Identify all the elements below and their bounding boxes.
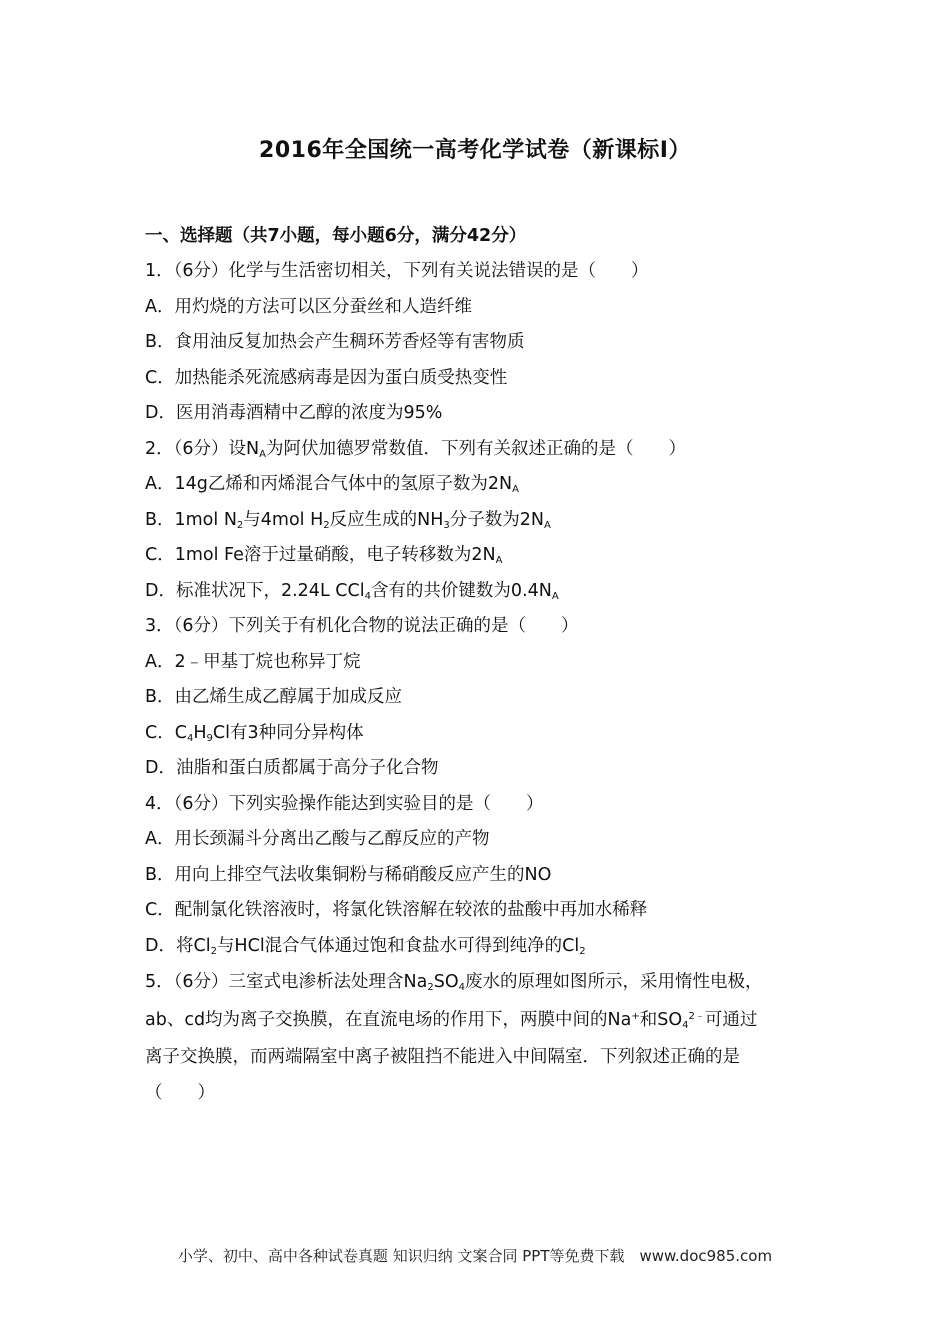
subscript: 2	[579, 946, 586, 957]
superscript: +	[631, 1011, 640, 1022]
question-5-line-3: 离子交换膜，而两端隔室中离子被阻挡不能进入中间隔室．下列叙述正确的是	[145, 1047, 740, 1067]
question-2-option-c	[145, 541, 502, 566]
subscript: 2	[236, 520, 244, 531]
subscript: A	[259, 449, 266, 460]
question-1-option-b: B．食用油反复加热会产生稠环芳香烃等有害物质	[145, 332, 525, 352]
question-1-option-d: D．医用消毒酒精中乙醇的浓度为95%	[145, 403, 443, 423]
stem-text: 和SO	[639, 1010, 683, 1030]
section-heading: 一、选择题（共7小题，每小题6分，满分42分）	[145, 226, 527, 246]
question-3-option-d: D．油脂和蛋白质都属于高分子化合物	[145, 758, 439, 778]
question-4-stem: 4．（6分）下列实验操作能达到实验目的是（ ）	[145, 794, 544, 814]
superscript: 2﹣	[688, 1011, 705, 1022]
question-4-option-c: C．配制氯化铁溶液时，将氯化铁溶解在较浓的盐酸中再加水稀释	[145, 900, 648, 920]
question-1-option-c: C．加热能杀死流感病毒是因为蛋白质受热变性	[145, 368, 508, 388]
subscript: A	[551, 591, 559, 602]
question-4-option-d	[145, 932, 586, 957]
subscript: 9	[206, 733, 213, 744]
question-4-option-a: A．用长颈漏斗分离出乙酸与乙醇反应的产物	[145, 829, 490, 849]
question-2-option-a	[145, 470, 519, 495]
subscript: 4	[364, 591, 371, 602]
option-text: Cl有3种同分异构体	[212, 723, 364, 743]
question-5-line-2	[145, 1006, 757, 1031]
subscript: 4	[682, 1020, 689, 1031]
option-text: 与HCl混合气体通过饱和食盐水可得到纯净的Cl	[216, 936, 580, 956]
option-text: 含有的共价键数为0.4N	[370, 581, 552, 601]
option-text: 与4mol H	[243, 510, 324, 530]
question-2-option-b	[145, 506, 551, 531]
question-2-stem	[145, 435, 686, 460]
option-text: A．14g乙烯和丙烯混合气体中的氢原子数为2N	[145, 474, 513, 494]
question-3-option-a: A．2﹣甲基丁烷也称异丁烷	[145, 652, 361, 672]
subscript: 2	[323, 520, 330, 531]
stem-text: 可通过	[704, 1010, 758, 1030]
stem-text: SO	[433, 972, 459, 992]
question-1-stem: 1．（6分）化学与生活密切相关，下列有关说法错误的是（ ）	[145, 261, 649, 281]
subscript: 4	[186, 733, 194, 744]
subscript: 2	[210, 946, 217, 957]
stem-text: 2．（6分）设N	[145, 439, 260, 459]
subscript: A	[544, 520, 551, 531]
question-3-stem: 3．（6分）下列关于有机化合物的说法正确的是（ ）	[145, 616, 579, 636]
question-5-line-4: （ ）	[145, 1083, 215, 1103]
question-1-option-a: A．用灼烧的方法可以区分蚕丝和人造纤维	[145, 297, 472, 317]
subscript: 2	[427, 982, 434, 993]
option-text: H	[193, 723, 207, 743]
question-3-option-c	[145, 719, 364, 744]
question-3-option-b: B．由乙烯生成乙醇属于加成反应	[145, 687, 403, 707]
option-text: B．1mol N	[145, 510, 237, 530]
stem-text: 为阿伏加德罗常数值．下列有关叙述正确的是（ ）	[265, 439, 686, 459]
stem-text: 5．（6分）三室式电渗析法处理含Na	[145, 972, 428, 992]
subscript: 4	[458, 982, 465, 993]
option-text: 分子数为2N	[449, 510, 545, 530]
page-title: 2016年全国统一高考化学试卷（新课标Ⅰ）	[259, 138, 691, 163]
option-text: 反应生成的NH	[329, 510, 444, 530]
stem-text: 废水的原理如图所示，采用惰性电极，	[464, 972, 763, 992]
page-footer: 小学、初中、高中各种试卷真题 知识归纳 文案合同 PPT等免费下载 www.doc985.com	[177, 1247, 773, 1265]
question-2-option-d	[145, 577, 559, 602]
option-text: D．标准状况下，2.24L CCl	[145, 581, 365, 601]
option-text: C．C	[145, 723, 187, 743]
option-text: C．1mol Fe溶于过量硝酸，电子转移数为2N	[145, 545, 496, 565]
option-text: D．将Cl	[145, 936, 211, 956]
stem-text: ab、cd均为离子交换膜，在直流电场的作用下，两膜中间的Na	[145, 1010, 632, 1030]
subscript: A	[495, 555, 503, 566]
question-5-line-1	[145, 968, 762, 993]
question-4-option-b: B．用向上排空气法收集铜粉与稀硝酸反应产生的NO	[145, 865, 552, 885]
subscript: A	[512, 484, 519, 495]
subscript: 3	[443, 520, 450, 531]
